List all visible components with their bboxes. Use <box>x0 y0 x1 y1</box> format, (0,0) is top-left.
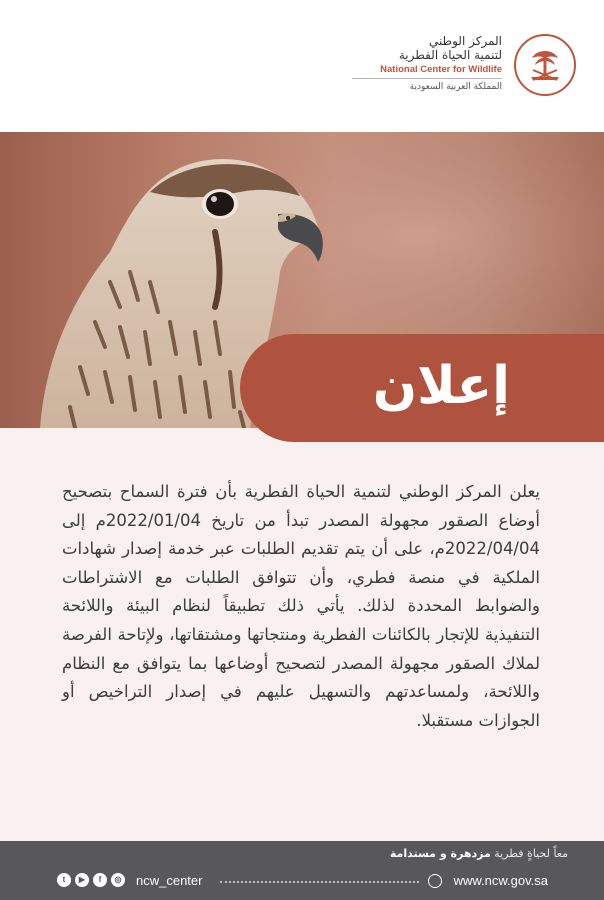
org-logo-text <box>352 34 502 92</box>
website-link[interactable]: www.ncw.gov.sa <box>453 873 548 888</box>
announcement-body: يعلن المركز الوطني لتنمية الحياة الفطرية بأن فترة السماح بتصحيح أوضاع الصقور مجهولة المصدر تبدأ من تاريخ 2022/01/04م إلى 2022/04/04م، على أن يتم تقديم الطلبات عبر خدمة إصدار شهادات الملكية في منصة فطري، وأن تتوافق الطلبات مع الاشتراطات والضوابط المحددة لذلك. يأتي ذلك تطبيقاً لنظام البيئة واللائحة التنفيذية للإتجار بالكائنات الفطرية ومنتجاتها ومشتقاتها، ولإتاحة الفرصة لملاك الصقور مجهولة المصدر لتصحيح أوضاعها بما يتوافق مع النظام واللائحة، ولمساعدتهم والتسهيل عليهم في إصدار التراخيص أو الجوازات مستقبلا. <box>62 482 540 730</box>
twitter-icon[interactable]: t <box>57 873 71 887</box>
footer-contact-row <box>0 871 604 893</box>
social-icons <box>57 873 125 887</box>
youtube-icon[interactable]: ▶ <box>75 873 89 887</box>
instagram-icon[interactable]: ◎ <box>111 873 125 887</box>
announcement-title: إعلان <box>372 356 510 416</box>
org-name-ar-line1: المركز الوطني <box>428 34 502 48</box>
org-name-en: National Center for Wildlife <box>352 64 502 79</box>
announcement-banner <box>240 334 604 442</box>
social-handle[interactable]: ncw_center <box>136 873 203 888</box>
header <box>0 0 604 132</box>
dotted-divider <box>220 881 419 883</box>
footer <box>0 841 604 900</box>
slogan-bold: مزدهرة و مستدامة <box>389 847 491 860</box>
facebook-icon[interactable]: f <box>93 873 107 887</box>
slogan-prefix: معاً لحياةٍ فطرية <box>494 847 568 860</box>
palm-tree-emblem-icon <box>514 34 576 96</box>
footer-slogan <box>390 847 568 860</box>
org-name-ar-line2: لتنمية الحياة الفطرية <box>398 48 502 62</box>
globe-icon <box>428 874 442 888</box>
country-name-ar: المملكة العربية السعودية <box>409 82 502 92</box>
